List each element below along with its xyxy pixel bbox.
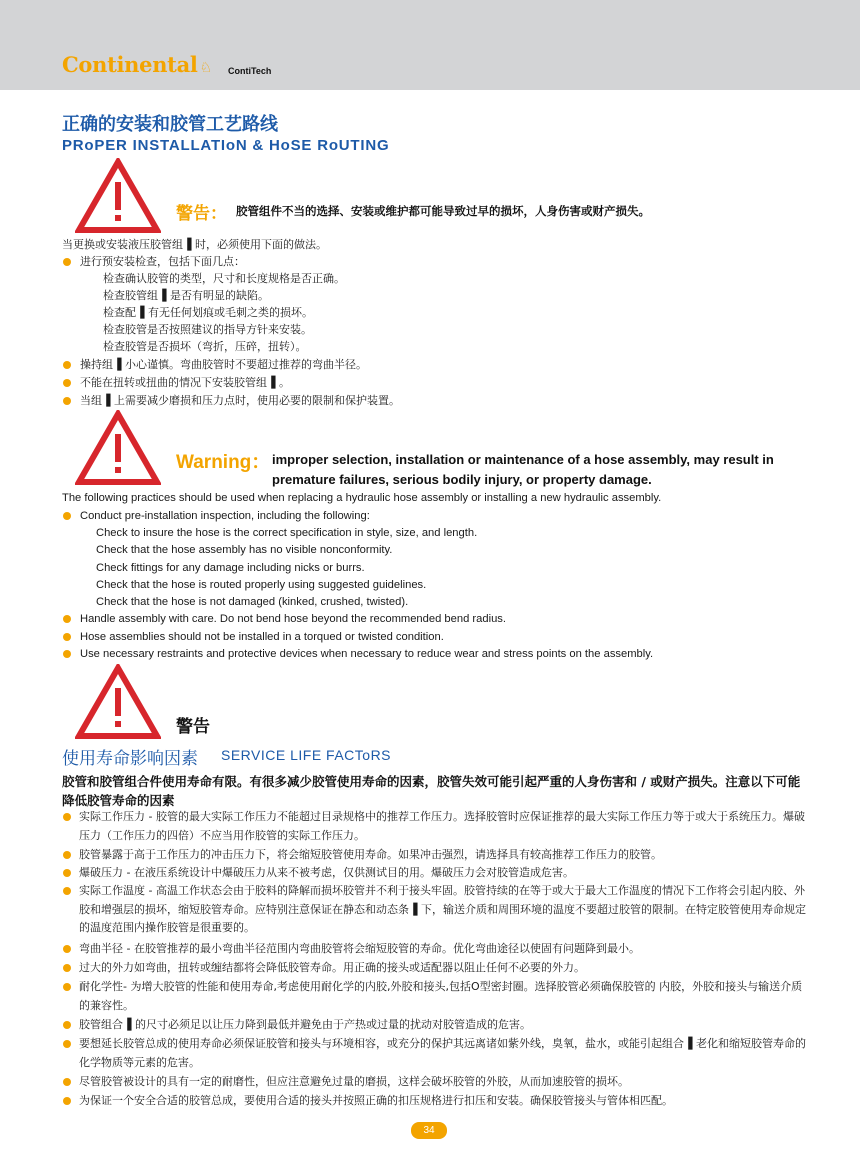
list-subitem: 检查胶管是否按照建议的指导方针来安装。 [103, 323, 312, 336]
list-item: 过大的外力如弯曲，扭转或缠结都将会降低胶管寿命。用正确的接头或适配器以阻止任何不必要的外力。 [79, 959, 807, 978]
list-item: Conduct pre-installation inspection, including the following: [80, 510, 370, 522]
page-title-en: PRoPER INSTALLATIoN & HoSE RoUTING [62, 137, 390, 154]
list-item: Handle assembly with care. Do not bend hose beyond the recommended bend radius. [80, 613, 507, 625]
warning-triangle-icon [75, 410, 161, 486]
page-header [0, 0, 860, 90]
list-item: 进行预安装检查，包括下面几点： [80, 255, 245, 268]
list-subitem: 检查配▐ 有无任何划痕或毛刺之类的损坏。 [103, 306, 313, 319]
list-item: Hose assemblies should not be installed in a torqued or twisted condition. [80, 631, 444, 643]
list-subitem: 检查胶管是否损坏（弯折，压碎，扭转）。 [103, 340, 307, 353]
list-item: 不能在扭转或扭曲的情况下安装胶管组▐ 。 [80, 376, 290, 389]
brand-name: Continental [62, 52, 198, 77]
list-item: 实际工作压力 - 胶管的最大实际工作压力不能超过目录规格中的推荐工作压力。选择胶管时应保证推荐的最大实际工作压力等于或大于系统压力。爆破压力（工作压力的四倍）不应当用作胶管的实际工作压力。 [79, 808, 807, 845]
install-intro-en: The following practices should be used when replacing a hydraulic hose assembly or installing a new hydraulic assembly. [62, 492, 662, 504]
brand-logo [62, 52, 212, 77]
warning-text-en: improper selection, installation or maintenance of a hose assembly, may result in premature failures, serious bodily injury, or property damage. [272, 452, 774, 487]
warning-label-3: 警告 [176, 717, 210, 737]
list-item: 实际工作温度 - 高温工作状态会由于胶料的降解而损坏胶管并不利于接头牢固。胶管持续的在等于或大于最大工作温度的情况下工作将会引起内胶、外胶和增强层的损坏，缩短胶管寿命。应特别注意保证在静态和动态条▐ 下，输送介质和周围环境的温度不要超过胶管的限制。在特定胶管使用寿命规定的温度范围内操作胶管是很重要的。 [79, 882, 807, 938]
list-subitem: Check that the hose is routed properly using suggested guidelines. [96, 579, 427, 591]
section-title-cn: 使用寿命影响因素 [62, 749, 198, 769]
list-item: 尽管胶管被设计的具有一定的耐磨性，但应注意避免过量的磨损，这样会破坏胶管的外胶，从而加速胶管的损坏。 [79, 1073, 807, 1092]
warning-label-en: Warning： [176, 452, 271, 473]
warning-text-cn: 胶管组件不当的选择、安装或维护都可能导致过早的损坏，人身伤害或财产损失。 [236, 204, 650, 218]
page-title-cn: 正确的安装和胶管工艺路线 [62, 114, 278, 135]
sub-brand: ContiTech [228, 66, 272, 76]
list-subitem: 检查确认胶管的类型，尺寸和长度规格是否正确。 [103, 272, 345, 285]
list-item: 胶管组合▐ 的尺寸必须足以让压力降到最低并避免由于产热或过量的扰动对胶管造成的危害。 [79, 1016, 807, 1035]
list-item: 耐化学性- 为增大胶管的性能和使用寿命,考虑使用耐化学的内胶,外胶和接头,包括O型密封圈。选择胶管必须确保胶管的 内胶，外胶和接头与输送介质的兼容性。 [79, 978, 807, 1015]
section-title-en: SERVICE LIFE FACToRS [221, 747, 392, 763]
list-item: Use necessary restraints and protective devices when necessary to reduce wear and stress points on the assembly. [80, 648, 654, 660]
list-item: 要想延长胶管总成的使用寿命必须保证胶管和接头与环境相容，或充分的保护其远离诸如紫外线，臭氧，盐水，或能引起组合▐ 老化和缩短胶管寿命的化学物质等元素的危害。 [79, 1035, 807, 1072]
page-number: 34 [411, 1122, 447, 1139]
list-item: 弯曲半径 - 在胶管推荐的最小弯曲半径范围内弯曲胶管将会缩短胶管的寿命。优化弯曲途径以使固有问题降到最小。 [79, 940, 807, 959]
list-item: 胶管暴露于高于工作压力的冲击压力下，将会缩短胶管使用寿命。如果冲击强烈，请选择具有较高推荐工作压力的胶管。 [79, 846, 807, 865]
warning-label-cn: 警告： [176, 204, 227, 224]
install-intro-cn: 当更换或安装液压胶管组▐ 时，必须使用下面的做法。 [62, 238, 327, 251]
warning-triangle-icon [75, 664, 161, 740]
list-subitem: Check to insure the hose is the correct specification in style, size, and length. [96, 527, 478, 539]
list-subitem: Check that the hose assembly has no visible nonconformity. [96, 544, 393, 556]
warning-triangle-icon [75, 158, 161, 234]
service-intro: 胶管和胶管组合件使用寿命有限。有很多减少胶管使用寿命的因素，胶管失效可能引起严重的人身伤害和 / 或财产损失。注意以下可能降低胶管寿命的因素 [62, 774, 801, 808]
list-subitem: Check that the hose is not damaged (kinked, crushed, twisted). [96, 596, 409, 608]
list-item: 为保证一个安全合适的胶管总成，要使用合适的接头并按照正确的扣压规格进行扣压和安装。确保胶管接头与管体相匹配。 [79, 1092, 807, 1111]
list-subitem: Check fittings for any damage including nicks or burrs. [96, 562, 365, 574]
list-subitem: 检查胶管组▐ 是否有明显的缺陷。 [103, 289, 269, 302]
horse-icon: ♘ [199, 60, 213, 76]
list-item: 当组▐ 上需要减少磨损和压力点时，使用必要的限制和保护装置。 [80, 394, 400, 407]
list-item: 操持组▐ 小心谨慎。弯曲胶管时不要超过推荐的弯曲半径。 [80, 358, 367, 371]
list-item: 爆破压力 - 在液压系统设计中爆破压力从来不被考虑，仅供测试目的用。爆破压力会对胶管造成危害。 [79, 864, 807, 883]
